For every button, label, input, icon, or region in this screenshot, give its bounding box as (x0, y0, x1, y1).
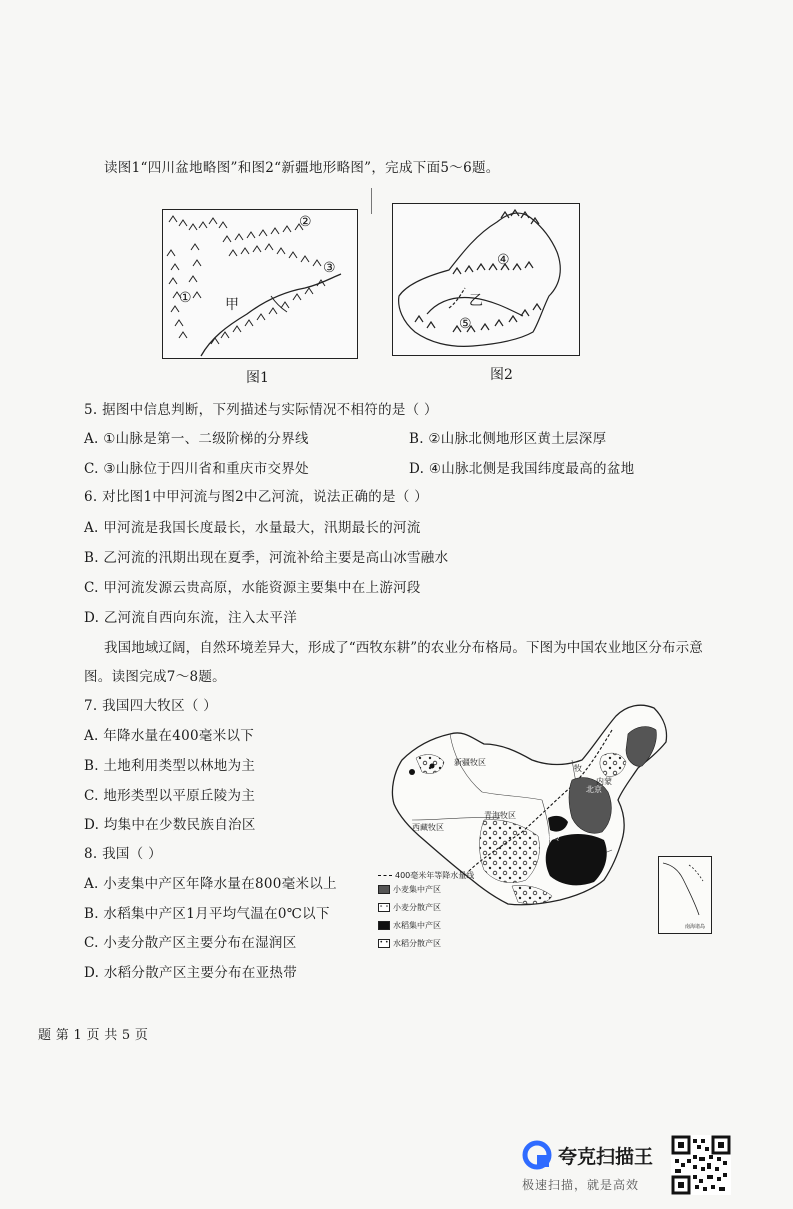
map-label-neimeng-a: 内蒙 (596, 777, 612, 786)
legend-isohyet (378, 870, 474, 881)
map-label-xinjiang: 新疆牧区 (454, 758, 486, 767)
map-label-qinghai: 青海牧区 (484, 811, 516, 820)
legend-wheat-dispersed-label: 小麦分散产区 (393, 903, 441, 912)
fig2-mark-yi: 乙 (469, 293, 483, 309)
q8-option-d: D. 水稻分散产区主要分布在亚热带 (84, 965, 298, 981)
map-label-qinling: 秦岭 (544, 833, 560, 842)
legend-rice-concentrated (378, 920, 441, 931)
q7-option-c: C. 地形类型以平原丘陵为主 (84, 788, 256, 804)
qr-code (671, 1135, 731, 1195)
fig1-mark-2: ② (299, 214, 312, 230)
q6-option-b: B. 乙河流的汛期出现在夏季，河流补给主要是高山冰雪融水 (84, 550, 449, 566)
intro-text-2-line-1: 我国地域辽阔，自然环境差异大，形成了“西牧东耕”的农业分布格局。下图为中国农业地区分布示意 (104, 640, 703, 656)
q7-stem: 7. 我国四大牧区（ ） (84, 698, 218, 714)
map-label-beijing: 北京 (586, 785, 602, 794)
brand-slogan: 极速扫描，就是高效 (522, 1178, 640, 1192)
legend-rice-dispersed-label: 水稻分散产区 (393, 939, 441, 948)
legend-rice-concentrated-label: 水稻集中产区 (393, 921, 441, 930)
page-footer: 题 第 1 页 共 5 页 (38, 1028, 149, 1043)
fig2-mark-4: ④ (497, 252, 510, 268)
intro-text-2-line-2: 图。读图完成7～8题。 (84, 669, 226, 685)
q6-option-a: A. 甲河流是我国长度最长，水量最大，汛期最长的河流 (84, 520, 421, 536)
fig2-mark-5: ⑤ (459, 316, 472, 332)
map-label-neimeng-b: 牧 (574, 764, 582, 773)
legend-rice-concentrated-swatch (378, 921, 390, 930)
qr-code-icon (671, 1135, 731, 1195)
q7-option-a: A. 年降水量在400毫米以下 (84, 728, 255, 744)
q6-option-c: C. 甲河流发源云贵高原，水能资源主要集中在上游河段 (84, 580, 421, 596)
legend-wheat-concentrated-swatch (378, 885, 390, 894)
china-agriculture-map (372, 700, 722, 970)
q5-option-c: C. ③山脉位于四川省和重庆市交界处 (84, 461, 309, 477)
q8-option-a: A. 小麦集中产区年降水量在800毫米以上 (84, 876, 337, 892)
q5-option-a: A. ①山脉是第一、二级阶梯的分界线 (84, 431, 309, 447)
fig1-mark-3: ③ (323, 260, 336, 276)
figure-2-drawing (393, 204, 579, 355)
fig1-mark-jia: 甲 (225, 297, 239, 313)
figure-1-drawing (163, 210, 357, 358)
scanner-watermark (522, 1140, 672, 1195)
south-china-sea-inset (658, 856, 712, 934)
legend-wheat-concentrated (378, 884, 441, 895)
q8-option-c: C. 小麦分散产区主要分布在湿润区 (84, 935, 297, 951)
q5-option-d: D. ④山脉北侧是我国纬度最高的盆地 (409, 461, 635, 477)
q7-option-d: D. 均集中在少数民族自治区 (84, 817, 256, 833)
q6-stem: 6. 对比图1中甲河流与图2中乙河流，说法正确的是（ ） (84, 489, 429, 505)
inset-label: 南海诸岛 (685, 924, 706, 930)
figure-2-caption: 图2 (490, 367, 513, 383)
legend-wheat-dispersed-swatch: ∘ ∘ (379, 903, 389, 910)
q6-option-d: D. 乙河流自西向东流，注入太平洋 (84, 610, 298, 626)
quark-logo-icon (522, 1140, 552, 1170)
q7-option-b: B. 土地利用类型以林地为主 (84, 758, 256, 774)
intro-text-1: 读图1“四川盆地略图”和图2“新疆地形略图”，完成下面5～6题。 (104, 160, 500, 176)
q8-option-b: B. 水稻集中产区1月平均气温在0℃以下 (84, 906, 330, 922)
legend-rice-dispersed-swatch: • • (379, 939, 389, 946)
map-label-xizang: 西藏牧区 (412, 823, 444, 832)
q5-option-b: B. ②山脉北侧地形区黄土层深厚 (409, 431, 607, 447)
fig1-mark-1: ① (179, 290, 192, 306)
q8-stem: 8. 我国（ ） (84, 846, 162, 862)
q5-stem: 5. 据图中信息判断，下列描述与实际情况不相符的是（ ） (84, 402, 438, 418)
figure-2-map (392, 203, 580, 356)
legend-wheat-dispersed (378, 902, 441, 913)
scan-crease (371, 188, 372, 214)
inset-drawing (659, 857, 711, 933)
figure-1-caption: 图1 (246, 370, 269, 386)
legend-isohyet-label: 400毫米年等降水量线 (395, 871, 475, 880)
legend-rice-dispersed (378, 938, 441, 949)
brand-name: 夸克扫描王 (558, 1146, 654, 1168)
legend-wheat-concentrated-label: 小麦集中产区 (393, 885, 441, 894)
figure-1-map (162, 209, 358, 359)
legend-isohyet-swatch (378, 875, 392, 876)
